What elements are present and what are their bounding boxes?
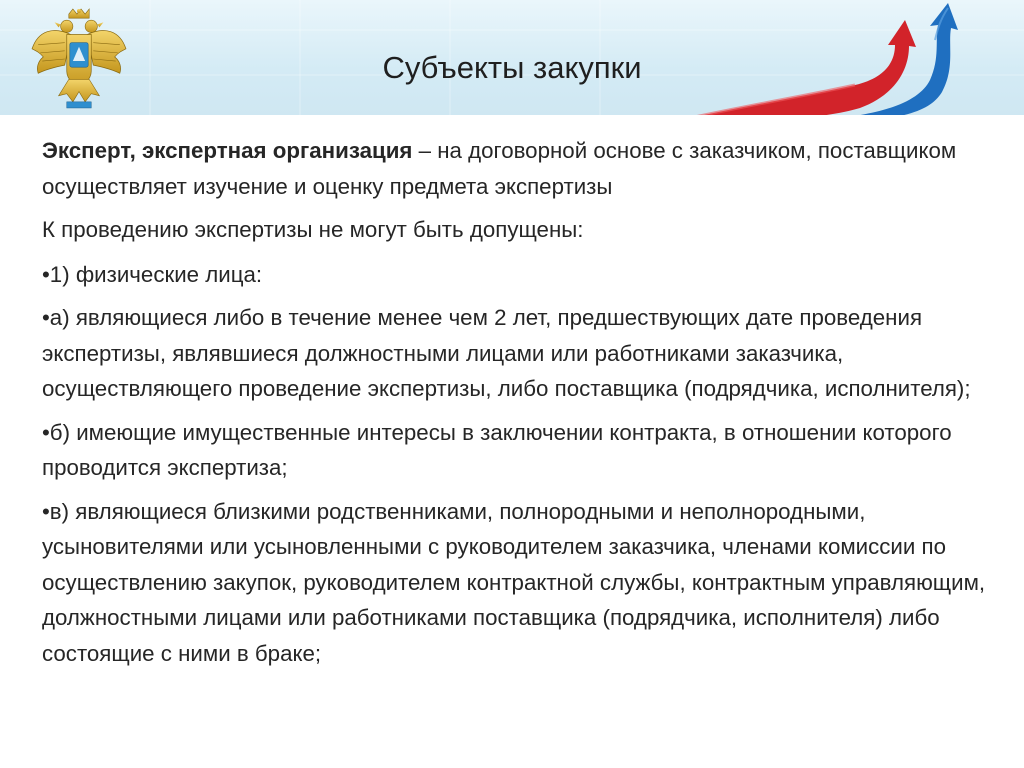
definition-paragraph: [42, 133, 992, 204]
definition-term: Эксперт, экспертная организация: [42, 138, 413, 163]
list-item: •б) имеющие имущественные интересы в заключении контракта, в отношении которого проводится экспертиза;: [42, 419, 952, 480]
slide-title: Субъекты закупки: [382, 50, 642, 85]
list-item: •1) физические лица:: [42, 261, 263, 287]
list-item: •а) являющиеся либо в течение менее чем 2 лет, предшествующих дате проведения экспертизы, являвшиеся должностными лицами или работниками заказчика, осуществляющего проведение экспертизы, либо поставщика (подрядчика, исполнителя);: [42, 305, 971, 401]
intro-paragraph: К проведению экспертизы не могут быть допущены:: [42, 217, 584, 242]
list-item: •в) являющиеся близкими родственниками, полнородными и неполнородными, усыновителями или усыновленными с руководителем заказчика, членами комиссии по осуществлению закупок, руководителем контрактной службы, контрактным управляющим, должностными лицами или работниками поставщика (подрядчика, исполнителя) либо состоящие с ними в браке;: [42, 498, 986, 666]
slide-header: [0, 0, 1024, 115]
red-blue-arrows-decoration-icon: [690, 0, 1024, 115]
slide-body: [42, 133, 992, 679]
definition-text: – на договорной основе с заказчиком, поставщиком осуществляет изучение и оценку предмета экспертизы: [42, 138, 957, 199]
